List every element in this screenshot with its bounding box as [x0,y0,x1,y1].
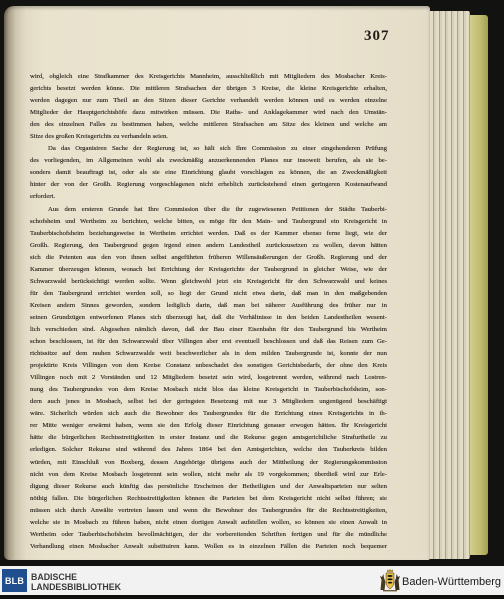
text-line: Tauberbischofsheim beziehungsweise in Wertheim errichtet werden. Daß es der Kammer ebenso ferne liegt, wie der [30,229,387,237]
library-name-line: BADISCHE [31,572,77,582]
state-name: Baden-Württemberg [402,576,502,588]
text-line: Kreisen andern Sinnes geworden, sondern lediglich darin, daß man bei näherer Ausführung des früher nur in [30,301,387,309]
page-edges [430,11,470,559]
text-line: Schwarzwald berücksichtigt werden sollte. Wenn gleichwohl jetzt ein Kreisgericht für den Schwarzwald und keines [30,277,387,285]
text-line: erledigen. Solcher Rekurse sind während des Jahres 1864 bei den Amtsgerichten, welche den Tauberkreis bilden [30,446,387,454]
book-edge [470,15,488,555]
page-number: 307 [364,28,390,44]
text-line: richtssitze auf dem rauhen Schwarzwalde weit beschwerlicher als in dem milden Taubergrunde ist, konnte der nun [30,350,387,358]
text-line: nöthig fallen. Die bürgerlichen Rechtsstreitigkeiten können die Parteien bei dem Kreisgericht nicht selbst führen; sie [30,494,387,502]
text-line: schofsheim und Wertheim zu berichten, welche bitten, es möge für den Main- und Taubergrund ein Kreisgericht in [30,217,387,225]
coat-of-arms-icon [379,568,401,594]
blb-logo-icon: BLB [2,569,27,592]
library-name-line: LANDESBIBLIOTHEK [31,582,121,592]
text-line: sonders damit beauftragt ist, oder als sie eine Einrichtung glaubt vorschlagen zu können, die an Zweckmäßigkeit [30,169,387,177]
text-line: Da das Organisiren Sache der Regierung ist, so hält sich Ihre Commission zu einer eingehenderen Prüfung [48,145,387,153]
paragraph [30,143,387,203]
text-line: Aus dem ersteren Grunde hat Ihre Commission über die ihr zugewiesenen Petitionen der Städte Tauberbi- [48,205,387,213]
text-line: schon beschlossen, ist für den Schwarzwald über Villingen aber erst eventuell beschlossen und daß das Reisen zum Ge- [30,338,387,346]
library-name [31,572,121,592]
text-line: lich verschieden sind. Abgesehen nämlich davon, daß der Bau einer Eisenbahn für den Taubergrund bis Wertheim [30,325,387,333]
text-line: Kammer überzeugen können, wonach bei Errichtung der Kreisgerichte der Taubergrund in gleicher Weise, wie der [30,265,387,273]
text-line: Großh. Regierung, den Taubergrund gegen irgend einen andern Landestheil zurückzusetzen zu wollen, davon hätten [30,241,387,249]
text-line: würden, mit Einschluß von Boxberg, dessen Angehörige übrigens auch der Mittheilung der Regierungskommission [30,458,387,466]
text-line: nung des Taubergrundes von dem Kreise Mosbach nicht blos das kleine Kreisgericht in Tauberbischofsheim, son- [30,386,387,394]
text-line: seinen Grundzügen entworfenen Planes sich überzeugt hat, daß die Verhältnisse in den beiden Landestheilen wesent- [30,313,387,321]
paragraph [30,71,387,143]
text-line: wird, obgleich eine Strafkammer des Kreisgerichts Mannheim, ausschließlich mit Mitgliedern des Mosbacher Kreis- [30,73,387,80]
paragraph [30,204,387,553]
text-line: projektirte Kreis Villingen von dem Kreise Constanz unbeschadet des sonstigen Gerichtsbedarfs, der ohne den Kreis [30,362,387,370]
text-line: hinter der von der Großh. Regierung vorgeschlagenen nicht erheblich zurückstehend einen geringeren Kostenaufwand [30,181,387,189]
text-line: hätte die bürgerlichen Rechtsstreitigkeiten in erster Instanz und die Rekurse gegen amtsgerichtliche Strafurtheile zu [30,434,387,442]
text-line: des vorliegenden, im Allgemeinen wohl als zweckmäßig anzuerkennenden Planes nur insoweit berufen, als sie be- [30,157,387,165]
text-line: nicht von dem Kreise Mosbach losgetrennt sein wollen, nicht mehr als 19 vorgekommen; überdieß wird zur Erle- [30,470,387,478]
text-line: müssen sich durch Anwälte vertreten lassen und wenn die Bewohner des Taubergrundes für die Rechtsstreitigkeiten, [30,506,387,514]
text-line: welche sie in Mosbach zu führen haben, nicht einen dortigen Anwalt aufstellen wollen, so können sie einen Anwalt in [30,518,387,526]
text-line: Sitze des großen Kreisgerichts zu verhandeln seien. [30,133,168,141]
text-line: erfordert. [30,193,56,201]
text-line: digung dieser Rekurse auch künftig das persönliche Erscheinen der Betheiligten und der Anwaltsparteien nur selten [30,482,387,490]
text-line: rer Mitte weniger erwärmt haben, wenn sie den Erfolg dieser Einrichtung genauer erwogen hätten. Ihr Kreisgericht [30,422,387,430]
text-line: Villingen noch mit 2 Vorständen und 12 Mitgliedern besetzt sein wird, losgetrennt werden, während nach Lostren- [30,374,387,382]
text-line: für den Taubergrund errichtet werden soll, so liegt der Grund nicht etwa darin, daß man in den maßgebenden [30,289,387,297]
text-line: Mitglieder der Hauptgerichtshöfe dazu mitwirken müssen. Die Raths- und Anklagekammer wird nach den Umstän- [30,109,387,117]
text-line: den des einzelnen Falles zu bestimmen haben, welche mittleren Strafsachen am Sitze des kleinen und welche am [30,121,387,129]
text-line: Wertheim oder Tauberbischofsheim bevollmächtigen, der die vorbereitenden Schriften fertigen und für die mündliche [30,530,387,538]
text-line: Verhandlung einen Mosbacher Anwalt substituiren kann. Wollen es in einzelnen Fällen die Parteien noch bequemer [30,542,387,550]
text-line: werden dagegen nur zum Theil an den Sitzen dieser Gerichte verhandelt werden können und es werden einzelne [30,97,387,105]
body-text [30,71,387,553]
text-line: wäre. Sicherlich würden sich auch die Bewohner des Taubergrundes für die Errichtung eines Kreisgerichts in ih- [30,410,387,418]
text-line: sich die Petenten aus den von ihnen selbst angeführten früheren Willensäußerungen der Großh. Regierung und der [30,253,387,261]
text-line: dern auch jenes in Mosbach, selbst bei der geringsten Besetzung mit nur 3 Mitgliedern ungenügend beschäftigt [30,398,387,406]
text-line: gerichts besetzt werden könne. Die mittleren Strafsachen der übrigen 3 Kreise, die kleine Kreisgerichte erhalten, [30,85,387,93]
